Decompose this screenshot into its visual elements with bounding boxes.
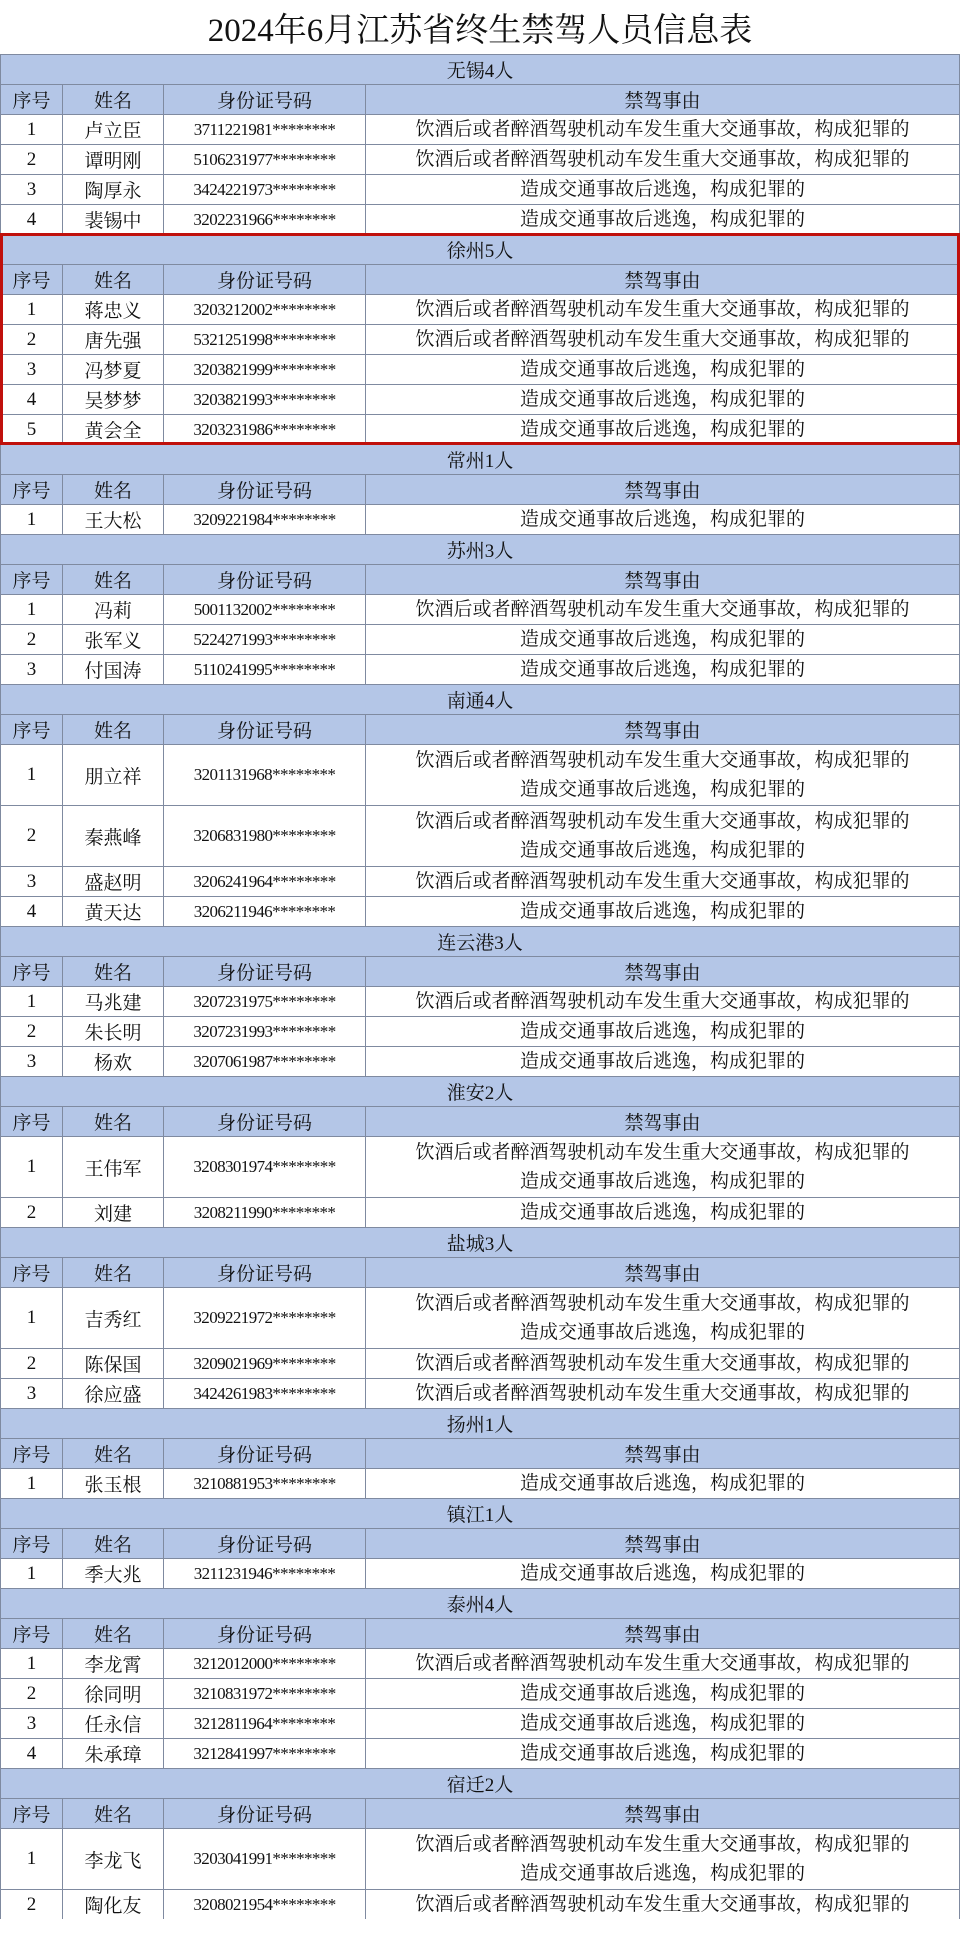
id-number: 3208211990******** [164, 1198, 366, 1227]
person-name: 朋立祥 [63, 745, 164, 805]
row-number: 1 [1, 505, 63, 534]
table-row [1, 114, 959, 144]
person-name: 马兆建 [63, 987, 164, 1016]
table-row [1, 1558, 959, 1588]
ban-reason-line: 造成交通事故后逃逸，构成犯罪的 [519, 1051, 805, 1072]
col-header-name: 姓名 [63, 957, 164, 986]
id-number: 5224271993******** [164, 625, 366, 654]
row-number: 2 [1, 1349, 63, 1378]
person-name: 吴梦梦 [63, 385, 164, 414]
ban-reason-line: 饮酒后或者醉酒驾驶机动车发生重大交通事故，构成犯罪的 [415, 1383, 910, 1404]
person-name: 裴锡中 [63, 205, 164, 234]
ban-reason [366, 1288, 959, 1348]
row-number: 4 [1, 897, 63, 926]
col-header-name: 姓名 [63, 1107, 164, 1136]
col-header-name: 姓名 [63, 475, 164, 504]
col-header-no: 序号 [1, 1619, 63, 1648]
ban-reason [366, 1017, 959, 1046]
col-header-id: 身份证号码 [164, 1439, 366, 1468]
ban-reason-line: 造成交通事故后逃逸，构成犯罪的 [519, 359, 805, 380]
ban-reason-line: 饮酒后或者醉酒驾驶机动车发生重大交通事故，构成犯罪的 [415, 149, 910, 170]
col-header-reason: 禁驾事由 [624, 963, 701, 984]
row-number: 2 [1, 625, 63, 654]
ban-reason-line: 饮酒后或者醉酒驾驶机动车发生重大交通事故，构成犯罪的 [415, 299, 910, 320]
ban-reason [366, 205, 959, 234]
col-header-id: 身份证号码 [164, 475, 366, 504]
ban-reason [366, 655, 959, 684]
ban-reason-line: 饮酒后或者醉酒驾驶机动车发生重大交通事故，构成犯罪的 [415, 599, 910, 620]
ban-reason-line: 饮酒后或者醉酒驾驶机动车发生重大交通事故，构成犯罪的 [415, 1894, 910, 1915]
section-title: 盐城3人 [1, 1227, 959, 1257]
ban-reason [366, 1379, 959, 1408]
section-title: 宿迁2人 [1, 1768, 959, 1798]
col-header-no: 序号 [1, 1529, 63, 1558]
id-number: 3203041991******** [164, 1829, 366, 1889]
col-header-id: 身份证号码 [164, 1799, 366, 1828]
ban-reason-line: 饮酒后或者醉酒驾驶机动车发生重大交通事故，构成犯罪的 [415, 991, 910, 1012]
table-row [1, 1197, 959, 1227]
column-header-row [1, 564, 959, 594]
col-header-reason: 禁驾事由 [624, 1264, 701, 1285]
column-header-row [1, 264, 959, 294]
row-number: 3 [1, 1379, 63, 1408]
ban-reason-line: 造成交通事故后逃逸，构成犯罪的 [519, 419, 805, 440]
ban-reason [366, 745, 959, 805]
id-number: 3209021969******** [164, 1349, 366, 1378]
city-section [1, 1408, 959, 1498]
person-name: 付国涛 [63, 655, 164, 684]
table-row [1, 1828, 959, 1889]
section-title: 南通4人 [1, 684, 959, 714]
person-name: 唐先强 [63, 325, 164, 354]
city-section [1, 926, 959, 1076]
ban-reason [366, 325, 959, 354]
col-header-id: 身份证号码 [164, 1258, 366, 1287]
ban-reason [366, 1890, 959, 1919]
row-number: 1 [1, 1559, 63, 1588]
ban-reason [366, 1649, 959, 1678]
person-name: 黄会全 [63, 415, 164, 444]
ban-reason-line: 造成交通事故后逃逸，构成犯罪的 [519, 901, 805, 922]
row-number: 4 [1, 205, 63, 234]
ban-reason [366, 1829, 959, 1889]
banned-drivers-table [0, 54, 960, 1919]
id-number: 3210881953******** [164, 1469, 366, 1498]
section-title: 苏州3人 [1, 534, 959, 564]
ban-reason-line: 饮酒后或者醉酒驾驶机动车发生重大交通事故，构成犯罪的 [415, 1834, 910, 1855]
person-name: 任永信 [63, 1709, 164, 1738]
id-number: 3209221984******** [164, 505, 366, 534]
table-row [1, 354, 959, 384]
col-header-no: 序号 [1, 957, 63, 986]
col-header-name: 姓名 [63, 565, 164, 594]
table-row [1, 144, 959, 174]
row-number: 5 [1, 415, 63, 444]
col-header-reason: 禁驾事由 [624, 481, 701, 502]
ban-reason-line: 饮酒后或者醉酒驾驶机动车发生重大交通事故，构成犯罪的 [415, 1653, 910, 1674]
col-header-name: 姓名 [63, 85, 164, 114]
column-header-row [1, 1528, 959, 1558]
row-number: 1 [1, 295, 63, 324]
column-header-row [1, 1438, 959, 1468]
id-number: 3201131968******** [164, 745, 366, 805]
section-title: 连云港3人 [1, 926, 959, 956]
column-header-row [1, 84, 959, 114]
person-name: 黄天达 [63, 897, 164, 926]
section-title: 扬州1人 [1, 1408, 959, 1438]
column-header-row [1, 1798, 959, 1828]
id-number: 3206211946******** [164, 897, 366, 926]
col-header-no: 序号 [1, 475, 63, 504]
ban-reason-line: 造成交通事故后逃逸，构成犯罪的 [519, 389, 805, 410]
row-number: 3 [1, 1709, 63, 1738]
col-header-reason: 禁驾事由 [624, 1805, 701, 1826]
ban-reason-line: 饮酒后或者醉酒驾驶机动车发生重大交通事故，构成犯罪的 [415, 1353, 910, 1374]
city-section [1, 1498, 959, 1588]
table-row [1, 624, 959, 654]
table-row [1, 594, 959, 624]
ban-reason-line: 饮酒后或者醉酒驾驶机动车发生重大交通事故，构成犯罪的 [415, 1293, 910, 1314]
ban-reason-line: 造成交通事故后逃逸，构成犯罪的 [519, 1473, 805, 1494]
ban-reason [366, 355, 959, 384]
col-header-id: 身份证号码 [164, 1107, 366, 1136]
row-number: 2 [1, 325, 63, 354]
ban-reason [366, 115, 959, 144]
table-row [1, 744, 959, 805]
col-header-no: 序号 [1, 85, 63, 114]
col-header-id: 身份证号码 [164, 565, 366, 594]
ban-reason [366, 175, 959, 204]
row-number: 2 [1, 1679, 63, 1708]
person-name: 卢立臣 [63, 115, 164, 144]
col-header-reason: 禁驾事由 [624, 91, 701, 112]
id-number: 3711221981******** [164, 115, 366, 144]
col-header-id: 身份证号码 [164, 1529, 366, 1558]
ban-reason [366, 897, 959, 926]
ban-reason-line: 造成交通事故后逃逸，构成犯罪的 [519, 1322, 805, 1343]
id-number: 3206241964******** [164, 867, 366, 896]
col-header-name: 姓名 [63, 1258, 164, 1287]
table-row [1, 805, 959, 866]
row-number: 4 [1, 1739, 63, 1768]
ban-reason [366, 505, 959, 534]
id-number: 5001132002******** [164, 595, 366, 624]
id-number: 5106231977******** [164, 145, 366, 174]
table-row [1, 324, 959, 354]
col-header-id: 身份证号码 [164, 1619, 366, 1648]
col-header-id: 身份证号码 [164, 957, 366, 986]
row-number: 4 [1, 385, 63, 414]
person-name: 王伟军 [63, 1137, 164, 1197]
table-row [1, 204, 959, 234]
row-number: 2 [1, 145, 63, 174]
col-header-id: 身份证号码 [164, 265, 366, 294]
ban-reason-line: 饮酒后或者醉酒驾驶机动车发生重大交通事故，构成犯罪的 [415, 871, 910, 892]
col-header-reason: 禁驾事由 [624, 1625, 701, 1646]
ban-reason-line: 造成交通事故后逃逸，构成犯罪的 [519, 1021, 805, 1042]
ban-reason-line: 造成交通事故后逃逸，构成犯罪的 [519, 1713, 805, 1734]
id-number: 5321251998******** [164, 325, 366, 354]
person-name: 陈保国 [63, 1349, 164, 1378]
ban-reason [366, 415, 959, 444]
ban-reason [366, 1739, 959, 1768]
table-row [1, 384, 959, 414]
ban-reason [366, 295, 959, 324]
col-header-no: 序号 [1, 1799, 63, 1828]
ban-reason-line: 饮酒后或者醉酒驾驶机动车发生重大交通事故，构成犯罪的 [415, 811, 910, 832]
table-row [1, 1348, 959, 1378]
row-number: 1 [1, 1469, 63, 1498]
row-number: 3 [1, 867, 63, 896]
id-number: 3212811964******** [164, 1709, 366, 1738]
id-number: 3207231975******** [164, 987, 366, 1016]
person-name: 张玉根 [63, 1469, 164, 1498]
table-row [1, 866, 959, 896]
table-row [1, 504, 959, 534]
row-number: 2 [1, 1017, 63, 1046]
col-header-name: 姓名 [63, 265, 164, 294]
section-title: 徐州5人 [1, 234, 959, 264]
col-header-no: 序号 [1, 1107, 63, 1136]
city-section [1, 1588, 959, 1768]
row-number: 3 [1, 355, 63, 384]
ban-reason [366, 1469, 959, 1498]
city-section [1, 534, 959, 684]
city-section [1, 684, 959, 926]
id-number: 3212012000******** [164, 1649, 366, 1678]
ban-reason-line: 饮酒后或者醉酒驾驶机动车发生重大交通事故，构成犯罪的 [415, 329, 910, 350]
table-row [1, 174, 959, 204]
col-header-name: 姓名 [63, 1439, 164, 1468]
person-name: 冯梦夏 [63, 355, 164, 384]
col-header-name: 姓名 [63, 1799, 164, 1828]
ban-reason-line: 造成交通事故后逃逸，构成犯罪的 [519, 1683, 805, 1704]
ban-reason [366, 987, 959, 1016]
col-header-no: 序号 [1, 1439, 63, 1468]
section-title: 镇江1人 [1, 1498, 959, 1528]
ban-reason [366, 595, 959, 624]
id-number: 3211231946******** [164, 1559, 366, 1588]
col-header-reason: 禁驾事由 [624, 571, 701, 592]
table-row [1, 294, 959, 324]
ban-reason-line: 饮酒后或者醉酒驾驶机动车发生重大交通事故，构成犯罪的 [415, 750, 910, 771]
person-name: 吉秀红 [63, 1288, 164, 1348]
ban-reason-line: 造成交通事故后逃逸，构成犯罪的 [519, 1863, 805, 1884]
row-number: 2 [1, 1198, 63, 1227]
person-name: 张军义 [63, 625, 164, 654]
person-name: 季大兆 [63, 1559, 164, 1588]
id-number: 3207061987******** [164, 1047, 366, 1076]
ban-reason [366, 1047, 959, 1076]
page-title: 2024年6月江苏省终生禁驾人员信息表 [207, 12, 753, 49]
id-number: 3202231966******** [164, 205, 366, 234]
ban-reason-line: 造成交通事故后逃逸，构成犯罪的 [519, 1743, 805, 1764]
id-number: 3208301974******** [164, 1137, 366, 1197]
ban-reason [366, 1679, 959, 1708]
row-number: 3 [1, 655, 63, 684]
ban-reason-line: 造成交通事故后逃逸，构成犯罪的 [519, 509, 805, 530]
row-number: 1 [1, 987, 63, 1016]
table-row [1, 1708, 959, 1738]
id-number: 3424261983******** [164, 1379, 366, 1408]
col-header-name: 姓名 [63, 715, 164, 744]
table-row [1, 1648, 959, 1678]
person-name: 徐应盛 [63, 1379, 164, 1408]
row-number: 1 [1, 115, 63, 144]
col-header-name: 姓名 [63, 1529, 164, 1558]
row-number: 1 [1, 1649, 63, 1678]
col-header-no: 序号 [1, 265, 63, 294]
person-name: 徐同明 [63, 1679, 164, 1708]
ban-reason [366, 1349, 959, 1378]
column-header-row [1, 474, 959, 504]
id-number: 3210831972******** [164, 1679, 366, 1708]
id-number: 3203821999******** [164, 355, 366, 384]
col-header-reason: 禁驾事由 [624, 721, 701, 742]
ban-reason [366, 625, 959, 654]
table-row [1, 986, 959, 1016]
id-number: 3209221972******** [164, 1288, 366, 1348]
table-row [1, 1136, 959, 1197]
ban-reason [366, 145, 959, 174]
id-number: 3208021954******** [164, 1890, 366, 1919]
section-title: 常州1人 [1, 444, 959, 474]
id-number: 3206831980******** [164, 806, 366, 866]
table-row [1, 1738, 959, 1768]
ban-reason-line: 造成交通事故后逃逸，构成犯罪的 [519, 179, 805, 200]
col-header-name: 姓名 [63, 1619, 164, 1648]
ban-reason [366, 806, 959, 866]
ban-reason [366, 1559, 959, 1588]
city-section [1, 54, 959, 234]
column-header-row [1, 1618, 959, 1648]
person-name: 刘建 [63, 1198, 164, 1227]
person-name: 冯莉 [63, 595, 164, 624]
table-row [1, 1889, 959, 1919]
col-header-no: 序号 [1, 715, 63, 744]
table-row [1, 654, 959, 684]
id-number: 3203821993******** [164, 385, 366, 414]
table-row [1, 1468, 959, 1498]
id-number: 3424221973******** [164, 175, 366, 204]
table-row [1, 1678, 959, 1708]
table-row [1, 896, 959, 926]
id-number: 3203212002******** [164, 295, 366, 324]
row-number: 2 [1, 1890, 63, 1919]
city-section [1, 1768, 959, 1919]
id-number: 3212841997******** [164, 1739, 366, 1768]
ban-reason [366, 1709, 959, 1738]
col-header-id: 身份证号码 [164, 85, 366, 114]
table-row [1, 1287, 959, 1348]
ban-reason-line: 造成交通事故后逃逸，构成犯罪的 [519, 840, 805, 861]
person-name: 朱长明 [63, 1017, 164, 1046]
column-header-row [1, 956, 959, 986]
city-section [1, 1227, 959, 1408]
id-number: 3203231986******** [164, 415, 366, 444]
person-name: 谭明刚 [63, 145, 164, 174]
person-name: 陶化友 [63, 1890, 164, 1919]
person-name: 朱承璋 [63, 1739, 164, 1768]
row-number: 1 [1, 1829, 63, 1889]
section-title: 无锡4人 [1, 54, 959, 84]
person-name: 李龙霄 [63, 1649, 164, 1678]
id-number: 3207231993******** [164, 1017, 366, 1046]
ban-reason-line: 造成交通事故后逃逸，构成犯罪的 [519, 659, 805, 680]
person-name: 秦燕峰 [63, 806, 164, 866]
person-name: 蒋忠义 [63, 295, 164, 324]
id-number: 5110241995******** [164, 655, 366, 684]
ban-reason-line: 造成交通事故后逃逸，构成犯罪的 [519, 209, 805, 230]
col-header-no: 序号 [1, 1258, 63, 1287]
person-name: 陶厚永 [63, 175, 164, 204]
ban-reason-line: 饮酒后或者醉酒驾驶机动车发生重大交通事故，构成犯罪的 [415, 1142, 910, 1163]
city-section [1, 234, 959, 444]
row-number: 1 [1, 595, 63, 624]
col-header-reason: 禁驾事由 [624, 1113, 701, 1134]
person-name: 杨欢 [63, 1047, 164, 1076]
ban-reason [366, 867, 959, 896]
ban-reason [366, 385, 959, 414]
col-header-id: 身份证号码 [164, 715, 366, 744]
section-title: 泰州4人 [1, 1588, 959, 1618]
table-row [1, 1046, 959, 1076]
person-name: 李龙飞 [63, 1829, 164, 1889]
city-section [1, 1076, 959, 1227]
col-header-reason: 禁驾事由 [624, 271, 701, 292]
col-header-no: 序号 [1, 565, 63, 594]
table-row [1, 1016, 959, 1046]
city-section [1, 444, 959, 534]
row-number: 3 [1, 175, 63, 204]
person-name: 王大松 [63, 505, 164, 534]
row-number: 1 [1, 1137, 63, 1197]
ban-reason [366, 1137, 959, 1197]
row-number: 2 [1, 806, 63, 866]
column-header-row [1, 1257, 959, 1287]
ban-reason-line: 饮酒后或者醉酒驾驶机动车发生重大交通事故，构成犯罪的 [415, 119, 910, 140]
ban-reason-line: 造成交通事故后逃逸，构成犯罪的 [519, 1171, 805, 1192]
row-number: 3 [1, 1047, 63, 1076]
row-number: 1 [1, 745, 63, 805]
ban-reason-line: 造成交通事故后逃逸，构成犯罪的 [519, 1202, 805, 1223]
column-header-row [1, 714, 959, 744]
table-row [1, 1378, 959, 1408]
col-header-reason: 禁驾事由 [624, 1535, 701, 1556]
ban-reason-line: 造成交通事故后逃逸，构成犯罪的 [519, 629, 805, 650]
col-header-reason: 禁驾事由 [624, 1445, 701, 1466]
ban-reason [366, 1198, 959, 1227]
ban-reason-line: 造成交通事故后逃逸，构成犯罪的 [519, 779, 805, 800]
section-title: 淮安2人 [1, 1076, 959, 1106]
table-row [1, 414, 959, 444]
person-name: 盛赵明 [63, 867, 164, 896]
column-header-row [1, 1106, 959, 1136]
row-number: 1 [1, 1288, 63, 1348]
ban-reason-line: 造成交通事故后逃逸，构成犯罪的 [519, 1563, 805, 1584]
